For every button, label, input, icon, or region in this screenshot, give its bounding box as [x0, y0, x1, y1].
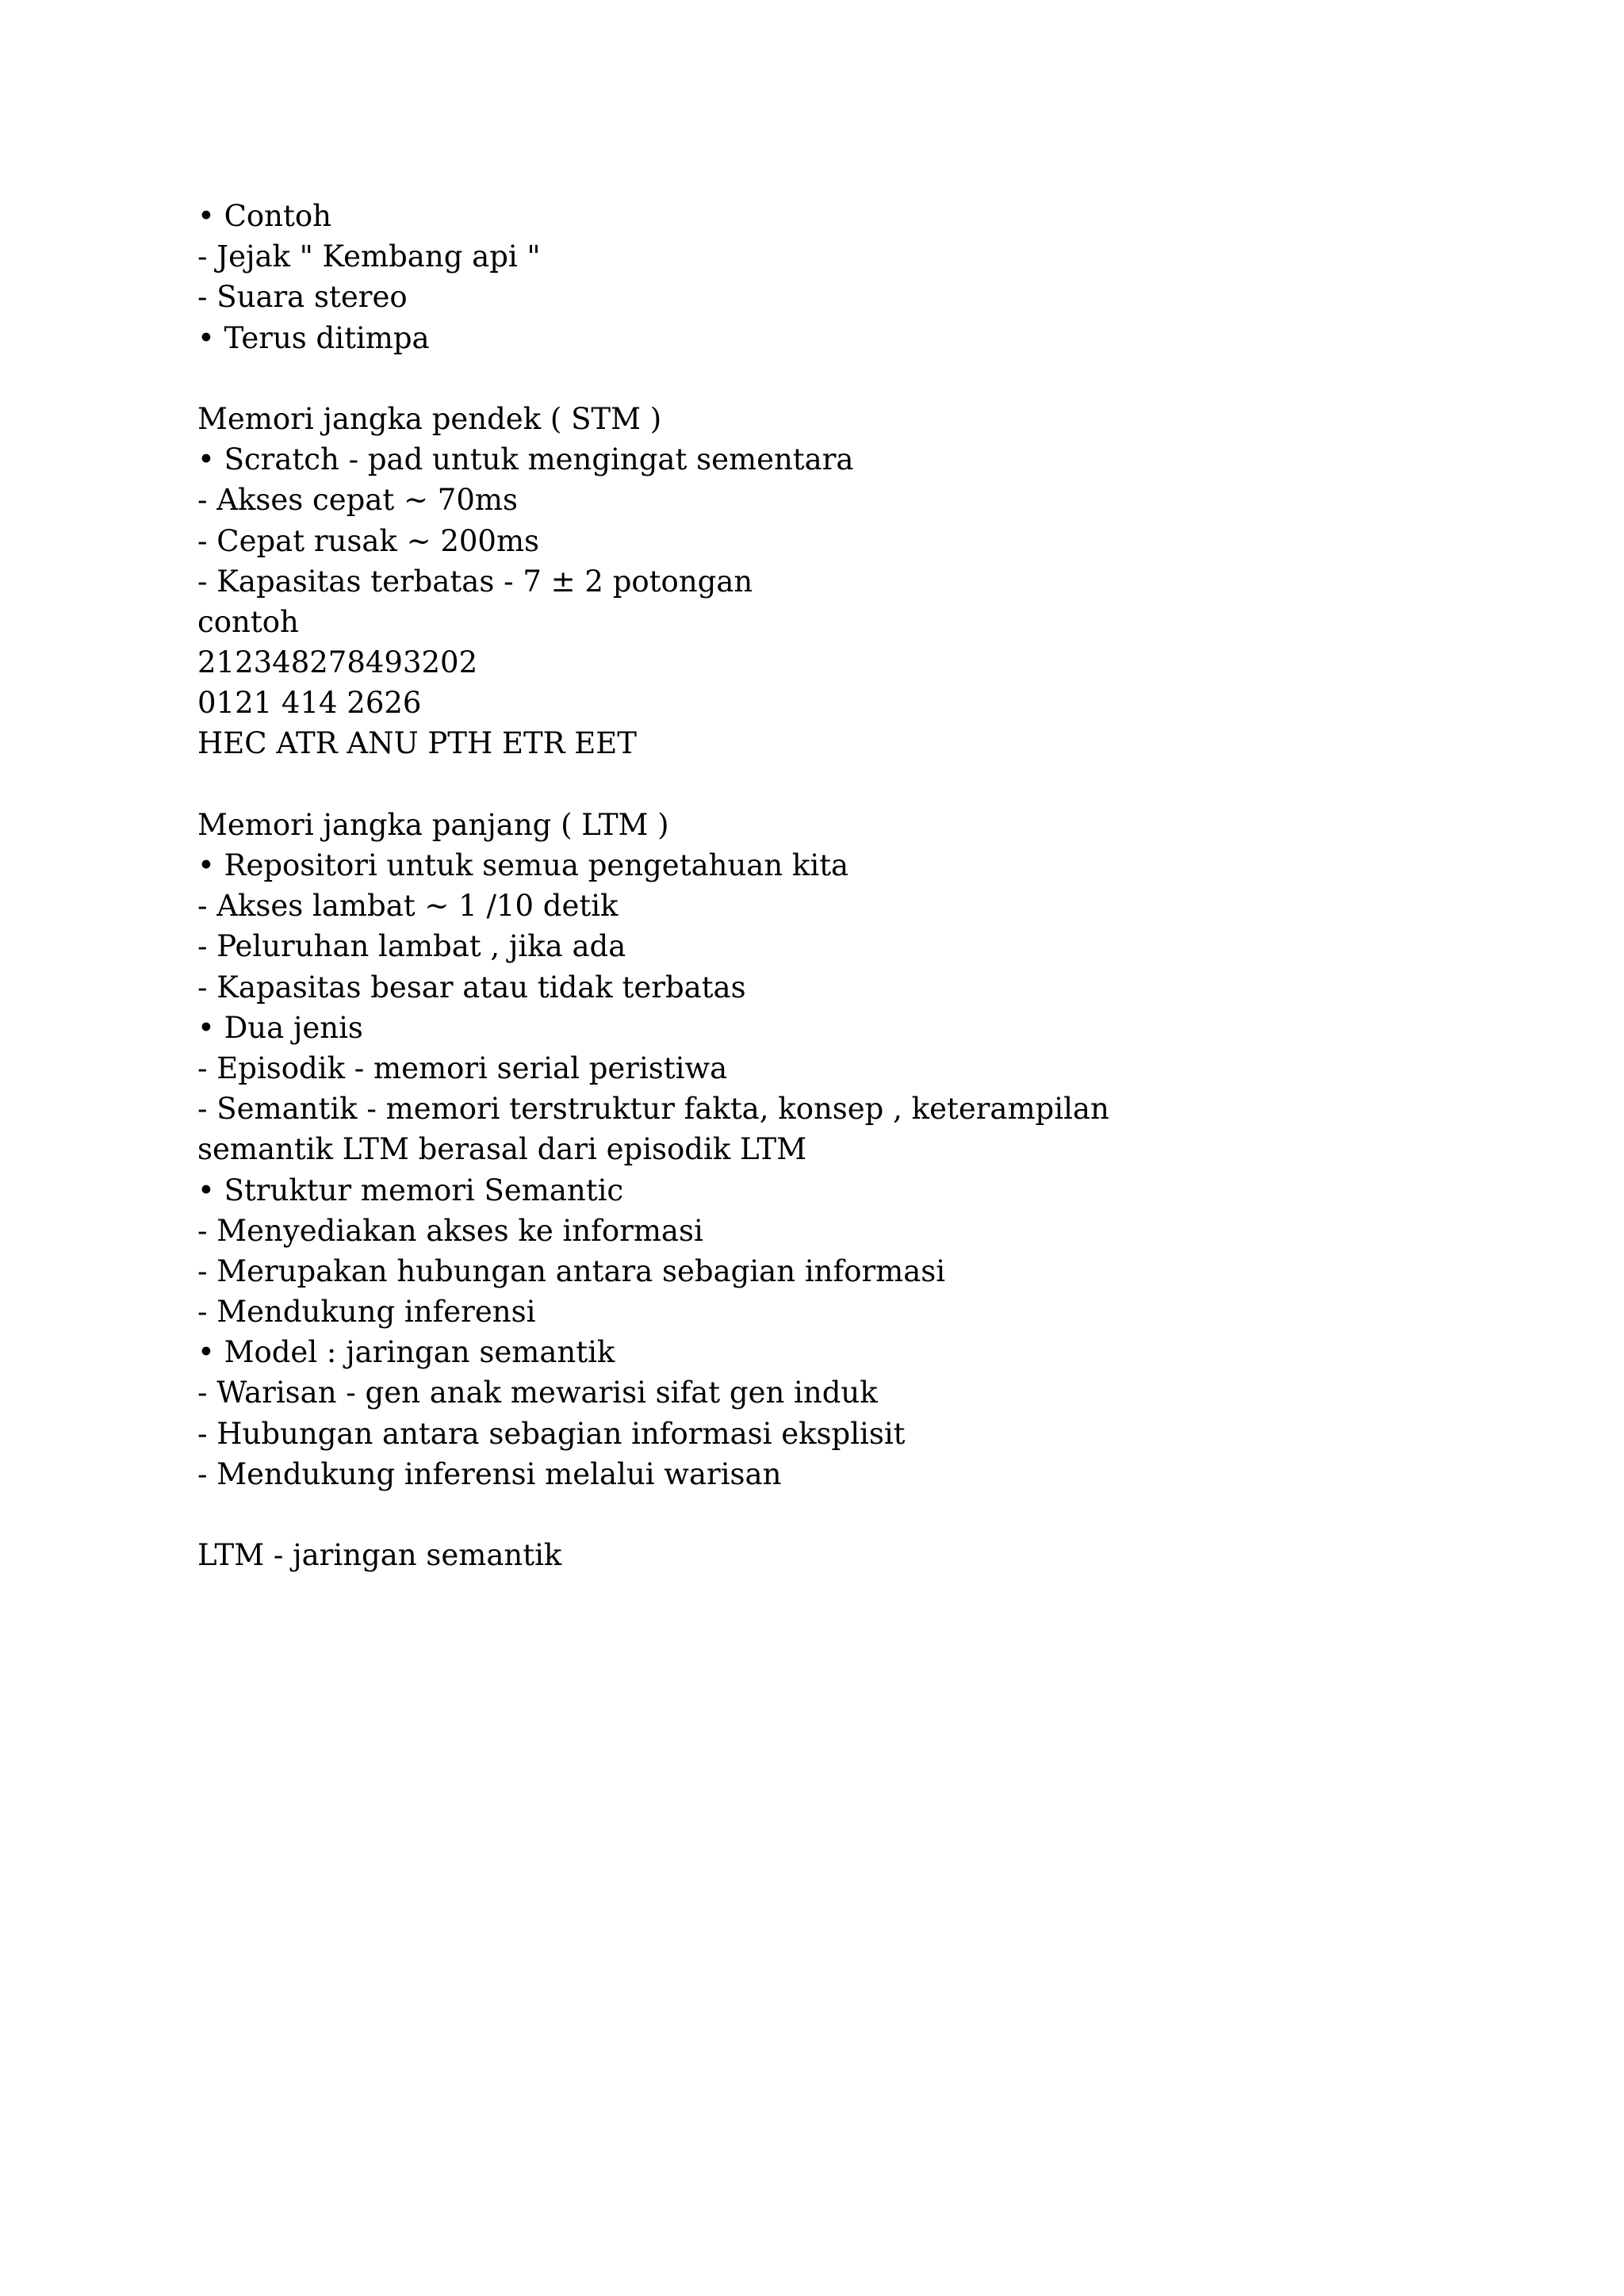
dash-line: - Merupakan hubungan antara sebagian informasi [197, 1253, 946, 1288]
section-heading: LTM - jaringan semantik [197, 1538, 562, 1573]
dash-line: - Warisan - gen anak mewarisi sifat gen induk [197, 1376, 878, 1410]
text-line: 0121 414 2626 [197, 686, 422, 721]
text-line: HEC ATR ANU PTH ETR EET [197, 726, 637, 761]
section-heading: Memori jangka pendek ( STM ) [197, 401, 662, 436]
document-body [197, 196, 1545, 1575]
paragraph-gap [197, 358, 1545, 399]
bullet-line: • Repositori untuk semua pengetahuan kita [197, 848, 849, 882]
section-example [197, 196, 1545, 358]
dash-line: - Kapasitas besar atau tidak terbatas [197, 970, 746, 1004]
dash-line: - Akses cepat ~ 70ms [197, 483, 518, 518]
bullet-line: • Model : jaringan semantik [197, 1335, 615, 1370]
text-line: 212348278493202 [197, 645, 478, 680]
dash-line: - Mendukung inferensi melalui warisan [197, 1456, 782, 1491]
dash-line: - Cepat rusak ~ 200ms [197, 523, 540, 558]
text-line: semantik LTM berasal dari episodik LTM [197, 1132, 807, 1167]
section-heading: Memori jangka panjang ( LTM ) [197, 807, 669, 842]
dash-line: - Episodik - memori serial peristiwa [197, 1050, 728, 1085]
bullet-line: • Contoh [197, 199, 331, 233]
dash-line: - Semantik - memori terstruktur fakta, konsep , keterampilan [197, 1092, 1109, 1127]
bullet-line: • Terus ditimpa [197, 320, 430, 355]
dash-line: - Akses lambat ~ 1 /10 detik [197, 889, 619, 924]
section-final [197, 1535, 1545, 1575]
bullet-line: • Dua jenis [197, 1010, 363, 1045]
dash-line: - Suara stereo [197, 280, 408, 315]
paragraph-gap [197, 1494, 1545, 1535]
dash-line: - Menyediakan akses ke informasi [197, 1213, 703, 1248]
dash-line: - Kapasitas terbatas - 7 ± 2 potongan [197, 564, 753, 599]
bullet-line: • Struktur memori Semantic [197, 1173, 624, 1207]
dash-line: - Mendukung inferensi [197, 1295, 536, 1330]
dash-line: - Hubungan antara sebagian informasi eksplisit [197, 1416, 906, 1451]
dash-line: - Peluruhan lambat , jika ada [197, 929, 626, 964]
section-ltm [197, 805, 1545, 1494]
paragraph-gap [197, 764, 1545, 805]
text-line: contoh [197, 604, 299, 639]
bullet-line: • Scratch - pad untuk mengingat sementara [197, 442, 854, 477]
section-stm [197, 399, 1545, 764]
dash-line: - Jejak " Kembang api " [197, 239, 541, 274]
